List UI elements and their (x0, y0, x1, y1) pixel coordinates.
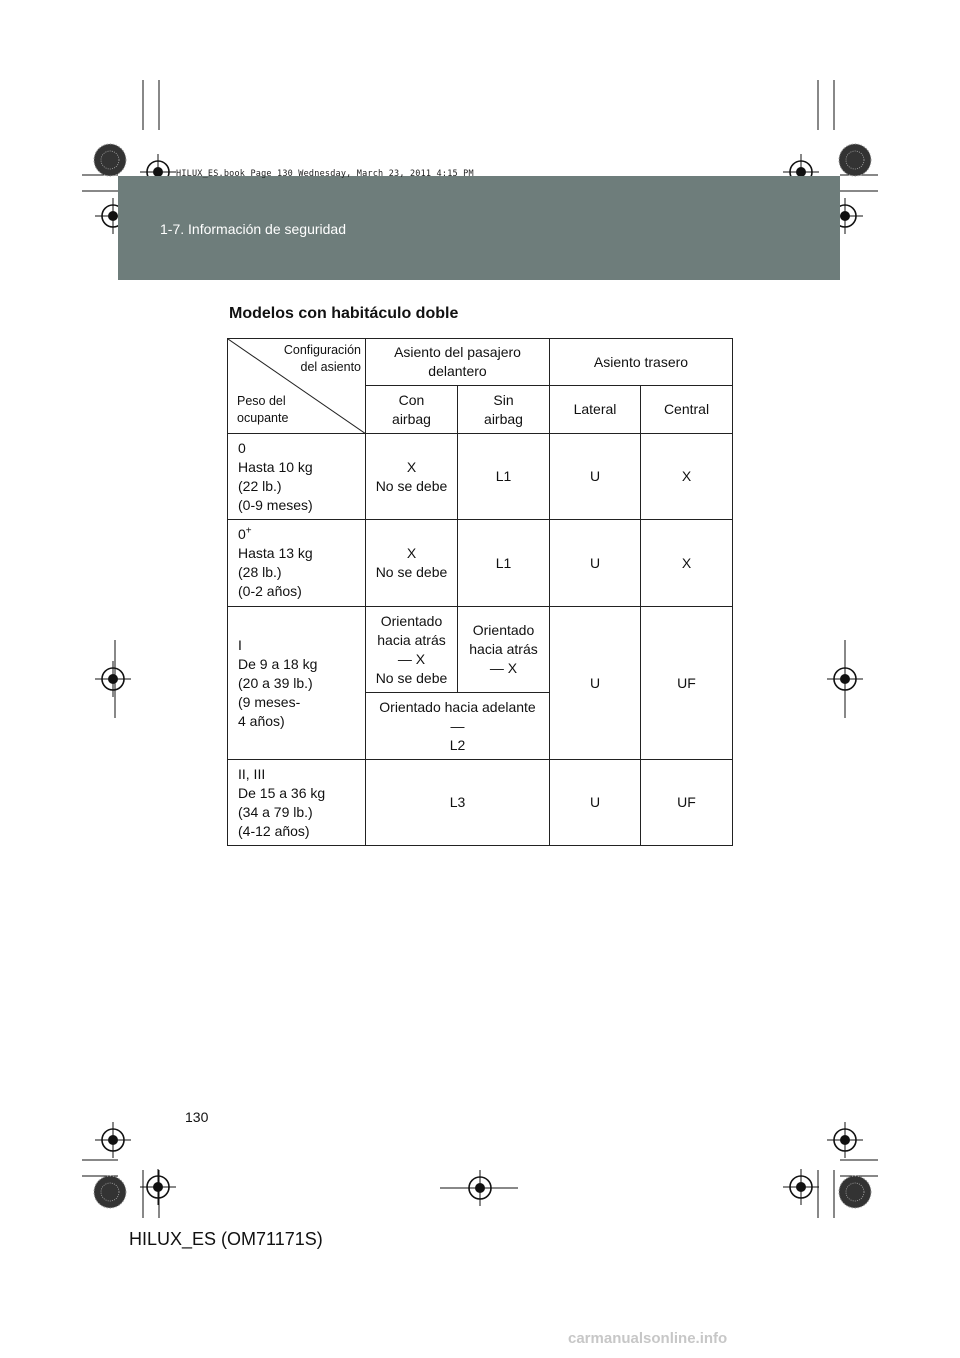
central-header: Central (641, 386, 733, 434)
lateral-cell: U (550, 607, 641, 760)
with-airbag-cell: X No se debe (366, 434, 458, 520)
group-cell (228, 760, 366, 846)
watermark: carmanualsonline.info (568, 1330, 728, 1347)
central-cell: X (641, 520, 733, 607)
book-stamp: HILUX_ES.book Page 130 Wednesday, March 23, 2011 4:15 PM (176, 169, 474, 179)
with-airbag-header: Con airbag (366, 386, 458, 434)
corner-cell (228, 339, 366, 434)
with-airbag-cell: Orientado hacia atrás — X No se debe (366, 607, 458, 693)
group-cell (228, 434, 366, 520)
occupant-weight-label: Peso del ocupante (237, 394, 289, 425)
lateral-cell: U (550, 760, 641, 846)
group-label: II, III (238, 765, 266, 782)
lateral-header: Lateral (550, 386, 641, 434)
seat-config-label: Configuración del asiento (283, 343, 361, 374)
group-label: 0+ (238, 525, 252, 542)
central-cell: UF (641, 760, 733, 846)
page-number: 130 (185, 1109, 209, 1125)
without-airbag-cell: L1 (458, 434, 550, 520)
front-seat-header: Asiento del pasajero delantero (366, 339, 550, 386)
lateral-cell: U (550, 434, 641, 520)
section-heading: 1-7. Información de seguridad (160, 221, 346, 237)
group-label: I (238, 636, 242, 653)
table-row (228, 434, 733, 520)
without-airbag-header: Sin airbag (458, 386, 550, 434)
weight-label: De 15 a 36 kg (34 a 79 lb.) (4-12 años) (238, 784, 326, 839)
front-seat-cell: L3 (366, 760, 550, 846)
weight-label: Hasta 10 kg (22 lb.) (0-9 meses) (238, 458, 313, 513)
group-cell (228, 607, 366, 760)
table-row (228, 607, 733, 693)
without-airbag-cell: Orientado hacia atrás — X (458, 607, 550, 693)
table-row (228, 760, 733, 846)
rear-seat-header: Asiento trasero (550, 339, 733, 386)
group-cell (228, 520, 366, 607)
with-airbag-cell: X No se debe (366, 520, 458, 607)
seat-suitability-table (227, 338, 733, 846)
table-header-row (228, 339, 733, 386)
forward-facing-cell: Orientado hacia adelante — L2 (366, 693, 550, 760)
section-title: Modelos con habitáculo doble (229, 305, 459, 322)
central-cell: X (641, 434, 733, 520)
central-cell: UF (641, 607, 733, 760)
lateral-cell: U (550, 520, 641, 607)
group-label: 0 (238, 439, 246, 456)
without-airbag-cell: L1 (458, 520, 550, 607)
header-band (118, 176, 840, 280)
group-superscript: + (245, 525, 252, 537)
footer-code: HILUX_ES (OM71171S) (129, 1229, 323, 1249)
weight-label: De 9 a 18 kg (20 a 39 lb.) (9 meses- 4 años) (238, 655, 318, 729)
weight-label: Hasta 13 kg (28 lb.) (0-2 años) (238, 545, 313, 599)
table-row (228, 520, 733, 607)
